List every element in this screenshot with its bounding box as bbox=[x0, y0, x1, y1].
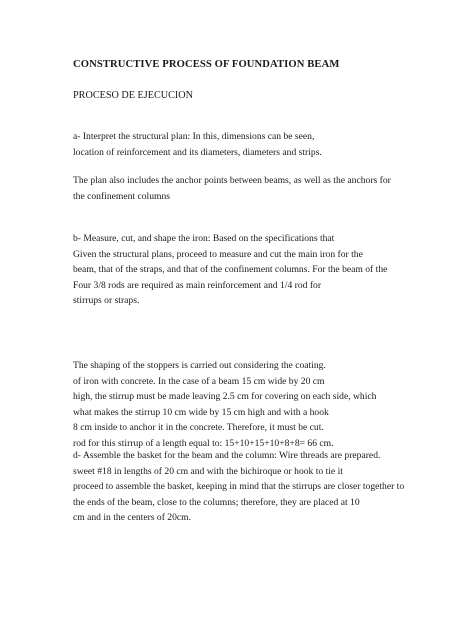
paragraph-line: beam, that of the straps, and that of the confinement columns. For the beam of the bbox=[73, 264, 388, 276]
paragraph-line: The shaping of the stoppers is carried out considering the coating. bbox=[73, 360, 326, 371]
paragraph-line: what makes the stirrup 10 cm wide by 15 cm high and with a hook bbox=[73, 406, 329, 418]
paragraph-line: Four 3/8 rods are required as main reinforcement and 1/4 rod for bbox=[73, 279, 322, 291]
paragraph-line: cm and in the centers of 20cm. bbox=[73, 512, 192, 524]
paragraph-a-anchors bbox=[73, 173, 391, 204]
paragraph-b bbox=[73, 231, 387, 309]
paragraph-c bbox=[73, 358, 376, 452]
paragraph-line: b- Measure, cut, and shape the iron: Based on the specifications that bbox=[73, 233, 335, 244]
document-subtitle: PROCESO DE EJECUCION bbox=[73, 90, 193, 101]
paragraph-line: rod for this stirrup of a length equal to: 15+10+15+10+8+8= 66 cm. bbox=[73, 437, 334, 449]
paragraph-line: a- Interpret the structural plan: In this, dimensions can be seen, bbox=[73, 131, 315, 142]
paragraph-d bbox=[73, 448, 404, 526]
paragraph-line: d- Assemble the basket for the beam and the column: Wire threads are prepared. bbox=[73, 450, 381, 461]
paragraph-line: location of reinforcement and its diameters, diameters and strips. bbox=[73, 146, 322, 158]
document-title: CONSTRUCTIVE PROCESS OF FOUNDATION BEAM bbox=[73, 59, 340, 70]
paragraph-line: Given the structural plans, proceed to measure and cut the main iron for the bbox=[73, 248, 363, 260]
paragraph-line: proceed to assemble the basket, keeping in mind that the stirrups are closer together to bbox=[73, 481, 405, 493]
paragraph-line: of iron with concrete. In the case of a beam 15 cm wide by 20 cm bbox=[73, 375, 325, 387]
paragraph-line: high, the stirrup must be made leaving 2.5 cm for covering on each side, which bbox=[73, 391, 377, 403]
paragraph-a bbox=[73, 129, 322, 160]
paragraph-line: The plan also includes the anchor points between beams, as well as the anchors for bbox=[73, 175, 391, 186]
paragraph-line: sweet #18 in lengths of 20 cm and with the bichiroque or hook to tie it bbox=[73, 465, 343, 477]
paragraph-line: 8 cm inside to anchor it in the concrete. Therefore, it must be cut. bbox=[73, 422, 324, 434]
paragraph-line: stirrups or straps. bbox=[73, 295, 140, 307]
paragraph-line: the confinement columns bbox=[73, 190, 170, 202]
paragraph-line: the ends of the beam, close to the columns; therefore, they are placed at 10 bbox=[73, 496, 360, 508]
